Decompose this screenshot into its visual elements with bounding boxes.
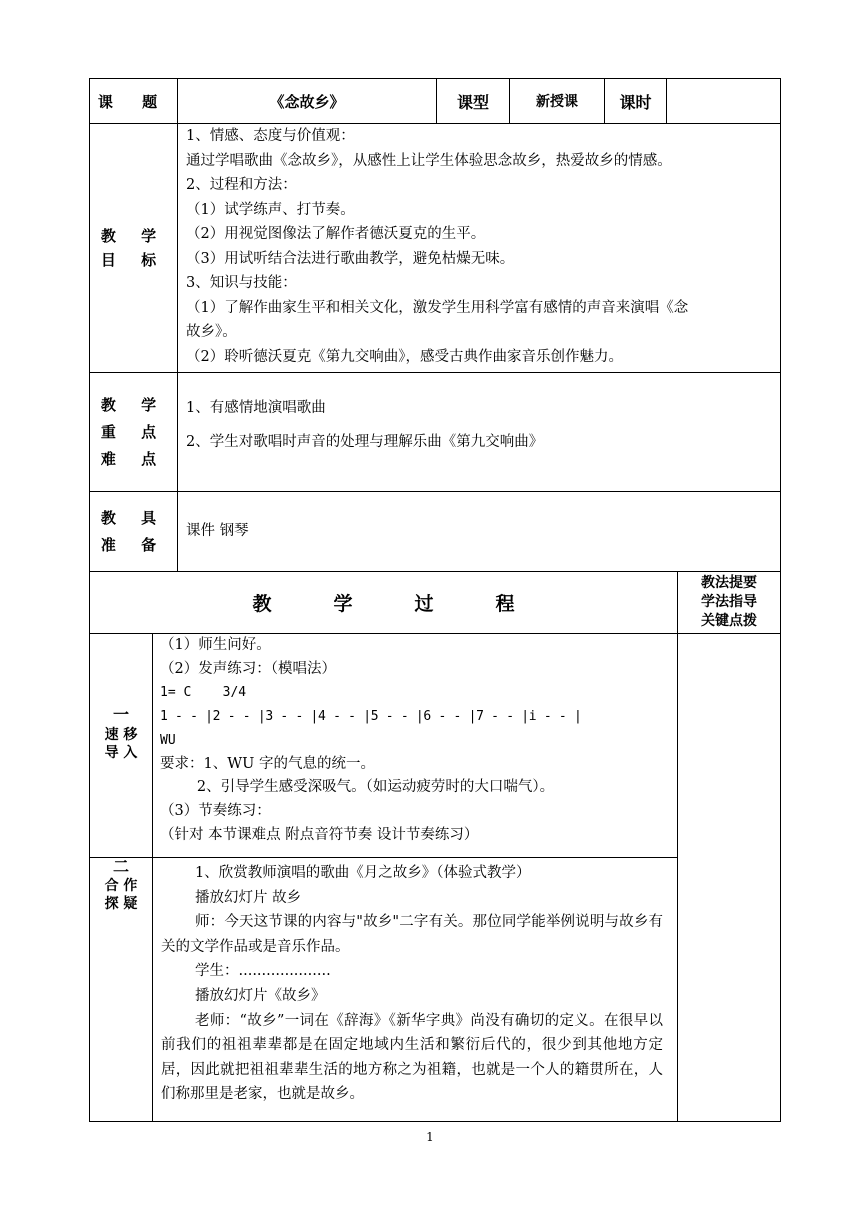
process-title: 教学过程: [252, 593, 577, 615]
keypoints-label-cell: [90, 373, 177, 491]
section2-paragraph: 老师：“故乡”一词在《辞海》《新华字典》尚没有确切的定义。在很早以前我们的祖祖辈辈都是在固定地域内生活和繁衍后代的，很少到其他地方定居，因此就把祖祖辈辈生活的地方称之为祖籍，也就是一个人的籍贯所在，人们称那里是老家，也就是故乡。: [161, 1012, 663, 1103]
section1-line: 1 - - |2 - - |3 - - |4 - - |5 - - |6 - - |7 - - |i - - |: [160, 709, 582, 725]
objective-line: 2、过程和方法：: [186, 177, 297, 193]
section1-line: （2）发声练习：（模唱法）: [160, 660, 336, 677]
section2-number: 二: [112, 857, 129, 876]
section1-line: WU: [160, 732, 176, 748]
notes-header-cell: [678, 572, 780, 633]
table-border-right: [780, 78, 781, 1121]
keypoint-line: 2、学生对歌唱时声音的处理与理解乐曲《第九交响曲》: [186, 434, 544, 450]
section2-title-line1: 合 作: [104, 878, 138, 894]
section2-label: [90, 858, 152, 913]
section1-line: （1）师生问好。: [160, 637, 271, 653]
period-value-cell: [667, 79, 780, 123]
process-title-cell: [90, 572, 677, 633]
type-value: 新授课: [536, 94, 578, 110]
section1-title-line1: 速 移: [104, 727, 138, 743]
objective-line: （1）试学练声、打节奏。: [186, 201, 355, 218]
objectives-content: [186, 124, 776, 369]
section1-number: 一: [112, 705, 129, 724]
keypoints-label: 教 学 重 点 难 点: [100, 395, 167, 468]
col-divider-section-label: [152, 633, 153, 1121]
section2-content: [161, 861, 663, 1107]
objectives-label-cell: [90, 124, 177, 372]
lesson-title: 《念故乡》: [269, 92, 345, 111]
section2-line: 播放幻灯片 故乡: [195, 889, 302, 906]
objective-line: 故乡》。: [186, 324, 237, 340]
objective-line: 通过学唱歌曲《念故乡》，从感性上让学生体验思念故乡，热爱故乡的情感。: [186, 152, 672, 169]
objective-line: （1）了解作曲家生平和相关文化，激发学生用科学富有感情的声音来演唱《念: [186, 299, 689, 316]
objective-line: （2）用视觉图像法了解作者德沃夏克的生平。: [186, 226, 486, 242]
section2-line: 播放幻灯片《故乡》: [195, 987, 326, 1004]
title-label-cell: [90, 79, 177, 123]
period-label-cell: [605, 79, 666, 123]
materials-label: 教 具 准 备: [100, 508, 167, 554]
row-divider-keypoints: [89, 491, 781, 492]
materials-label-cell: [90, 492, 177, 571]
type-label: 课型: [456, 92, 489, 112]
objective-line: 1、情感、态度与价值观：: [186, 128, 355, 144]
type-label-cell: [437, 79, 509, 123]
section1-line: （3）节奏练习：: [160, 802, 271, 819]
section2-paragraph: 师：今天这节课的内容与"故乡"二字有关。那位同学能举例说明与故乡有关的文学作品或是音乐作品。: [161, 914, 663, 955]
title-value-cell: [178, 79, 436, 123]
period-label: 课时: [619, 92, 652, 112]
section2-line: 学生：....................: [195, 963, 331, 980]
keypoint-line: 1、有感情地演唱歌曲: [186, 400, 326, 416]
section1-line: （针对 本节课难点 附点音符节奏 设计节奏练习）: [160, 826, 479, 843]
row-divider-section1: [89, 857, 678, 858]
type-value-cell: [510, 79, 604, 123]
col-divider-label: [177, 78, 178, 571]
section1-line: 1= C 3/4: [160, 685, 247, 701]
section2-line: 1、欣赏教师演唱的歌曲《月之故乡》（体验式教学）: [195, 865, 531, 881]
section1-line: 2、引导学生感受深吸气。（如运动疲劳时的大口喘气）。: [160, 779, 555, 796]
section1-line: 要求：1、WU 字的气息的统一。: [160, 755, 375, 772]
objective-line: 3、知识与技能：: [186, 275, 297, 291]
materials-value: 课件 钢琴: [186, 523, 249, 539]
section2-title-line2: 探 疑: [104, 896, 138, 912]
objectives-label: 教 学 目 标: [100, 227, 167, 269]
objective-line: （3）用试听结合法进行歌曲教学，避免枯燥无味。: [186, 250, 515, 267]
section1-label: [90, 706, 152, 762]
objective-line: （2）聆听德沃夏克《第九交响曲》，感受古典作曲家音乐创作魅力。: [186, 348, 623, 365]
notes-header: 教法提要 学法指导 关键点拨: [701, 575, 757, 629]
keypoints-content: [186, 391, 776, 459]
col-divider-notes: [677, 571, 678, 1121]
row-divider-objectives: [89, 372, 781, 373]
title-label: 课 题: [97, 92, 170, 111]
page-number: 1: [426, 1130, 434, 1144]
section1-title-line2: 导 入: [104, 745, 138, 761]
section1-content: [160, 634, 672, 847]
table-border-bottom: [89, 1121, 781, 1122]
